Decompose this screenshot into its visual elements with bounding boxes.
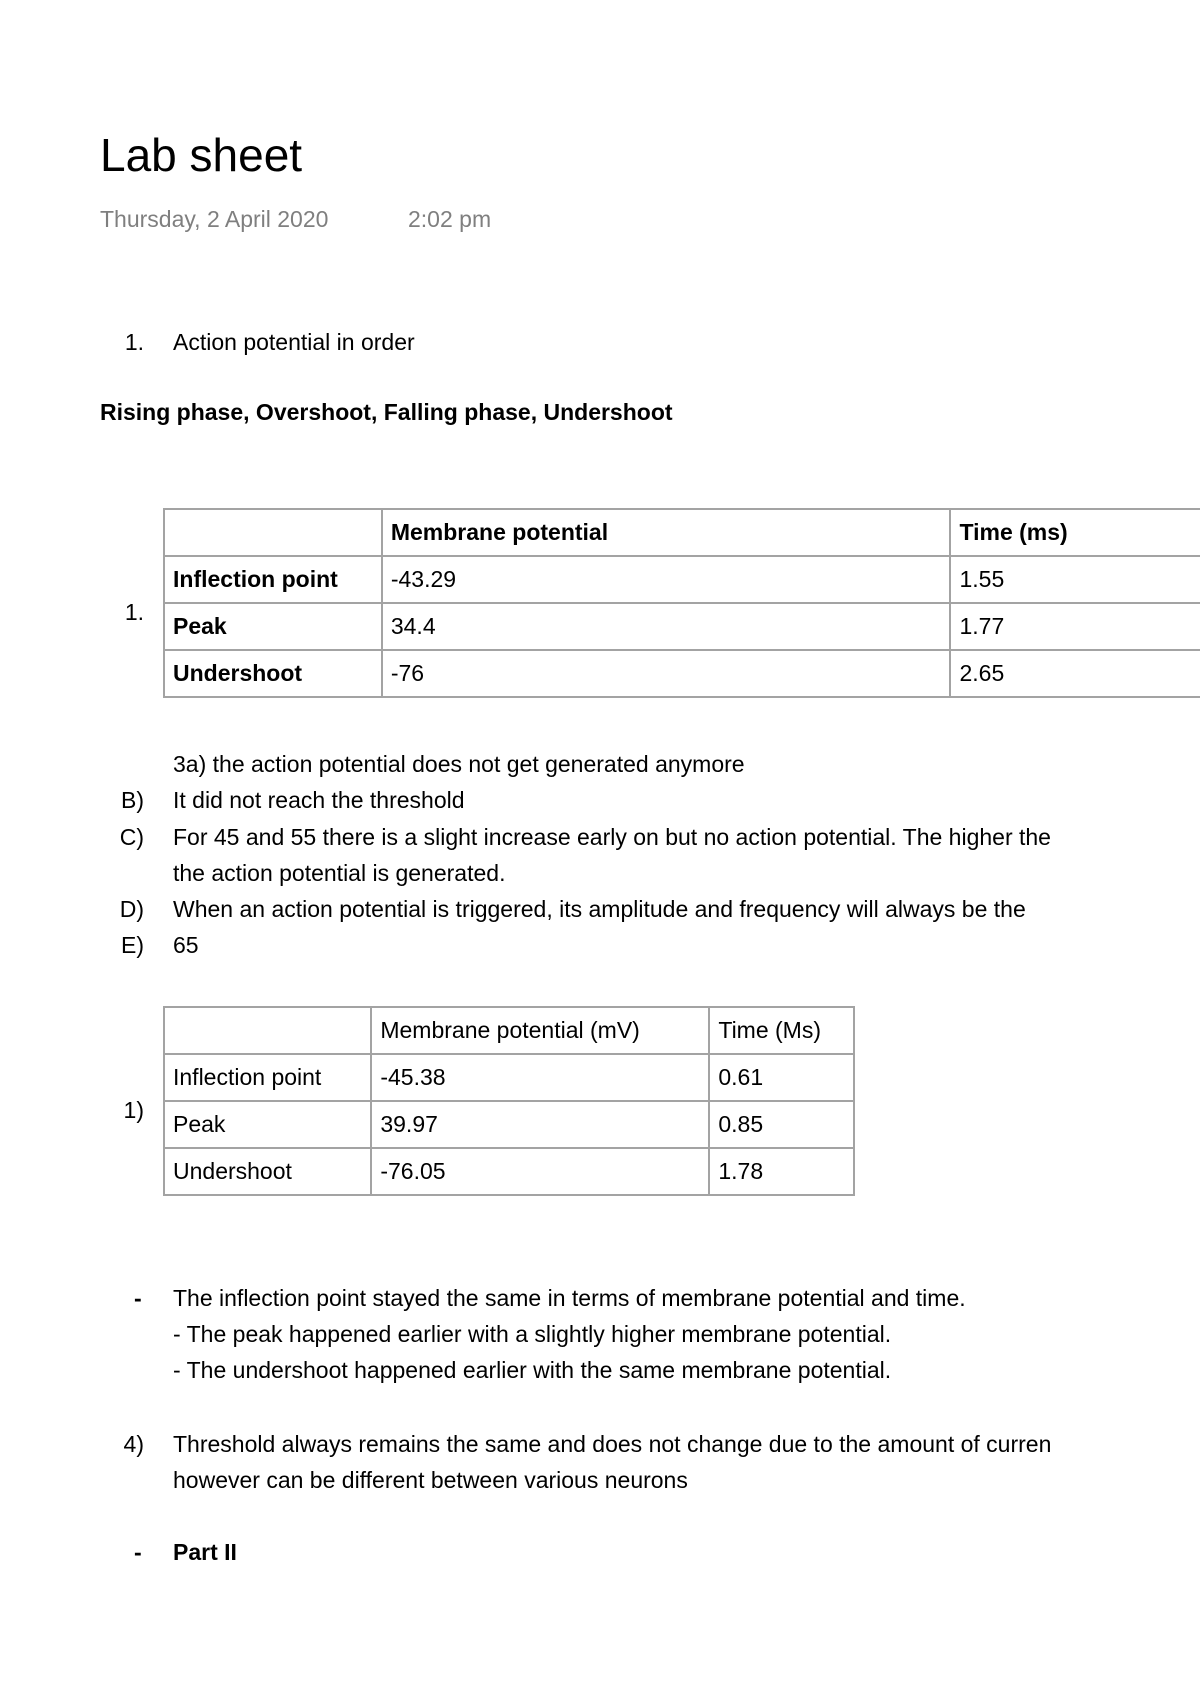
table-header-cell: Time (ms)	[950, 509, 1200, 556]
table-cell: 1.55	[950, 556, 1200, 603]
table-row-label: Inflection point	[164, 1054, 371, 1101]
table2-marker: 1)	[123, 1097, 144, 1123]
table-header-row	[164, 509, 1200, 556]
table-row	[164, 603, 1200, 650]
q1-marker: 1.	[124, 329, 144, 355]
q3c-marker: C)	[119, 824, 144, 850]
table1	[163, 508, 1200, 698]
table-header-cell	[164, 1007, 371, 1054]
q4-text-cont: however can be different between various neurons	[173, 1467, 688, 1493]
q3c-text: For 45 and 55 there is a slight increase early on but no action potential. The higher the	[173, 824, 1051, 850]
q4-text: Threshold always remains the same and does not change due to the amount of curren	[173, 1431, 1052, 1457]
table-row	[164, 556, 1200, 603]
table1-marker: 1.	[124, 599, 144, 625]
part2-heading: Part II	[173, 1539, 237, 1565]
table-cell: 1.78	[709, 1148, 854, 1195]
table-cell: 1.77	[950, 603, 1200, 650]
q3b-marker: B)	[121, 787, 144, 813]
table-cell: 2.65	[950, 650, 1200, 697]
q1-text: Action potential in order	[173, 329, 415, 355]
q3e-text: 65	[173, 932, 199, 958]
table2	[163, 1006, 855, 1196]
table-row	[164, 650, 1200, 697]
page-bottom-mask	[0, 1566, 1200, 1698]
table-header-cell: Time (Ms)	[709, 1007, 854, 1054]
table-header-cell: Membrane potential (mV)	[371, 1007, 709, 1054]
comparison-line: The inflection point stayed the same in terms of membrane potential and time.	[173, 1285, 966, 1311]
table-header-row	[164, 1007, 854, 1054]
q4-marker: 4)	[123, 1431, 144, 1457]
q3a-text: 3a) the action potential does not get generated anymore	[173, 751, 745, 777]
table-cell: -43.29	[382, 556, 951, 603]
page-time: 2:02 pm	[408, 206, 492, 232]
q3d-text: When an action potential is triggered, its amplitude and frequency will always be the	[173, 896, 1026, 922]
table-row	[164, 1054, 854, 1101]
comparison-line: - The peak happened earlier with a slightly higher membrane potential.	[173, 1321, 892, 1347]
table-row-label: Undershoot	[164, 650, 382, 697]
table-row-label: Undershoot	[164, 1148, 371, 1195]
page-date: Thursday, 2 April 2020	[100, 206, 329, 232]
table-header-cell: Membrane potential	[382, 509, 951, 556]
part2-marker: -	[134, 1539, 142, 1565]
page-title: Lab sheet	[100, 129, 303, 181]
q3d-marker: D)	[119, 896, 144, 922]
table-row-label: Peak	[164, 1101, 371, 1148]
phases-answer: Rising phase, Overshoot, Falling phase, Undershoot	[100, 399, 673, 425]
table-cell: -45.38	[371, 1054, 709, 1101]
table-row	[164, 1148, 854, 1195]
comparison-marker: -	[134, 1285, 142, 1311]
q3b-text: It did not reach the threshold	[173, 787, 465, 813]
q3c-text-cont: the action potential is generated.	[173, 860, 506, 886]
table-cell: 0.61	[709, 1054, 854, 1101]
table-cell: 0.85	[709, 1101, 854, 1148]
table-row-label: Peak	[164, 603, 382, 650]
comparison-line: - The undershoot happened earlier with the same membrane potential.	[173, 1357, 892, 1383]
table-cell: -76.05	[371, 1148, 709, 1195]
table-cell: -76	[382, 650, 951, 697]
table-cell: 39.97	[371, 1101, 709, 1148]
table-header-cell	[164, 509, 382, 556]
table-row	[164, 1101, 854, 1148]
table-cell: 34.4	[382, 603, 951, 650]
q3e-marker: E)	[121, 932, 144, 958]
table-row-label: Inflection point	[164, 556, 382, 603]
